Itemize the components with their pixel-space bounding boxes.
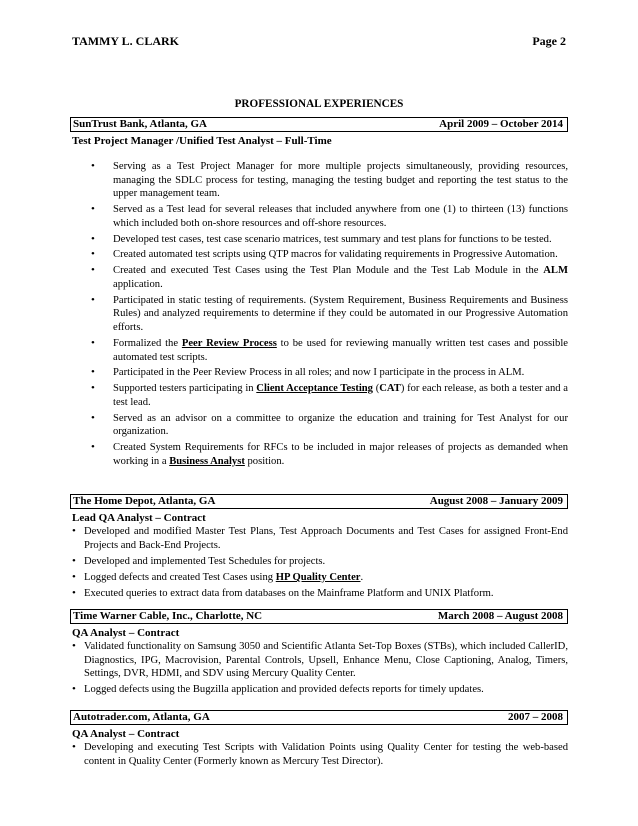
bullet-text: Participated in static testing of requirements. (System Requirement, Business Requirements and Business Rules) and analyzed requirements to determine if they could be automated in our Progressive Automation efforts. (113, 294, 568, 334)
bullet-text: Participated in the Peer Review Process in all roles; and now I participate in the process in ALM. (113, 367, 525, 379)
job-header-bar (70, 117, 568, 132)
job-header-bar (70, 710, 568, 725)
bullet-item (70, 525, 568, 552)
bullet-item (70, 337, 568, 364)
bullet-icon: • (91, 264, 95, 277)
bullet-icon: • (72, 570, 76, 583)
job-title: Lead QA Analyst – Contract (72, 512, 206, 524)
bullet-text: to be used for reviewing manually written test cases and possible automated test scripts. (113, 337, 568, 363)
bullet-item (70, 366, 568, 380)
job-title: QA Analyst – Contract (72, 627, 180, 639)
bullet-text: Created System Requirements for RFCs to be included in major releases of projects as demanded when working in a (113, 442, 568, 467)
bullet-item (70, 233, 568, 247)
bullet-text: Served as a Test lead for several releases that included anywhere from one (1) to thirteen (13) functions which included both on-shore resources and off-shore resources. (113, 204, 568, 229)
bullet-text: Developed and modified Master Test Plans, Test Approach Documents and Test Cases for assigned Front-End Projects and Back-End Projects. (84, 526, 568, 551)
job-bullets (70, 741, 568, 768)
bullet-text: ( (372, 383, 380, 395)
bullet-text: . (360, 571, 364, 583)
bullet-icon: • (72, 525, 76, 537)
bullet-text: Executed queries to extract data from databases on the Mainframe Platform and UNIX Platform. (84, 588, 494, 600)
bullet-text: Served as an advisor on a committee to organize the education and training for Test Analyst for our organization. (113, 412, 568, 438)
bullet-item (70, 160, 568, 201)
bullet-item (70, 571, 568, 585)
job-autotrader (70, 710, 568, 771)
bullet-item (70, 294, 568, 335)
bullet-item (70, 640, 568, 681)
bullet-item (70, 441, 568, 468)
bullet-icon: • (91, 336, 95, 349)
job-title: Test Project Manager /Unified Test Analyst – Full-Time (72, 135, 332, 147)
bullet-icon: • (72, 554, 76, 567)
company-name: Time Warner Cable, Inc., Charlotte, NC (73, 610, 263, 622)
bullet-icon: • (72, 741, 76, 753)
bullet-text: Developed and implemented Test Schedules for projects. (84, 555, 326, 567)
bullet-item (70, 248, 568, 262)
bullet-text: Developing and executing Test Scripts with Validation Points using Quality Center for testing the web-based content in Quality Center (Formerly known as Mercury Test Director). (84, 742, 568, 767)
bold-term: ALM (543, 265, 568, 277)
job-bullets (70, 160, 568, 468)
emphasized-term: Client Acceptance Testing (256, 383, 373, 395)
bullet-item (70, 264, 568, 291)
job-dates: March 2008 – August 2008 (437, 610, 563, 622)
bullet-text: Supported testers participating in (113, 383, 257, 395)
job-header-bar (70, 609, 568, 624)
bullet-icon: • (91, 160, 95, 172)
bullet-text: Validated functionality on Samsung 3050 and Scientific Atlanta Set-Top Boxes (STBs), which included CallerID, Diagnostics, IPG, Macrovision, Parental Controls, Upsell, Enhance Menu, Close Captioning, Analog, Timers, Settings, DVR, HDMI, and SDV using Mercury Quality Center. (84, 641, 568, 680)
bullet-icon: • (91, 411, 95, 424)
bullet-item (70, 587, 568, 601)
bullet-text: Formalized the (113, 337, 182, 349)
bullet-text: Created and executed Test Cases using the Test Plan Module and the Test Lab Module in the (113, 265, 544, 277)
company-name: SunTrust Bank, Atlanta, GA (73, 118, 207, 130)
bullet-text: Logged defects using the Bugzilla application and provided defects reports for timely updates. (84, 684, 484, 696)
company-name: The Home Depot, Atlanta, GA (73, 495, 216, 507)
page-header (72, 34, 566, 49)
bullet-icon: • (91, 366, 95, 379)
bullet-item (70, 741, 568, 768)
job-home-depot (70, 494, 568, 603)
bullet-icon: • (91, 203, 95, 216)
job-dates: 2007 – 2008 (508, 711, 563, 723)
job-bullets (70, 525, 568, 601)
bullet-text: Created automated test scripts using QTP macros for validating requirements in Progressive Automation. (113, 249, 558, 261)
company-name: Autotrader.com, Atlanta, GA (73, 711, 210, 723)
job-time-warner (70, 609, 568, 700)
bullet-text: ) for each release, as both a tester and a test lead. (113, 383, 568, 408)
bullet-text: position. (244, 455, 285, 467)
bullet-text: Developed test cases, test case scenario matrices, test summary and test plans for functions to be tested. (113, 233, 552, 245)
emphasized-term: Business Analyst (169, 455, 245, 467)
bullet-text: application. (113, 278, 163, 290)
bullet-item (70, 683, 568, 697)
bold-term: CAT (379, 383, 401, 395)
bullet-item (70, 382, 568, 409)
page-number: Page 2 (532, 34, 566, 48)
bullet-text: Logged defects and created Test Cases using (84, 571, 276, 583)
job-bullets (70, 640, 568, 697)
bullet-item (70, 412, 568, 439)
job-suntrust (70, 117, 568, 471)
bullet-icon: • (72, 640, 76, 652)
bullet-text: Serving as a Test Project Manager for more multiple projects simultaneously, providing resources, managing the SDLC process for testing, managing the testing budget and reporting the test status to the upper management team. (113, 161, 568, 200)
bullet-item (70, 555, 568, 569)
job-header-bar (70, 494, 568, 509)
section-title: PROFESSIONAL EXPERIENCES (234, 98, 404, 110)
bullet-icon: • (91, 382, 95, 395)
bullet-icon: • (72, 683, 76, 696)
emphasized-term: Peer Review Process (181, 337, 277, 349)
bullet-icon: • (91, 248, 95, 261)
bullet-icon: • (91, 441, 95, 454)
candidate-name: TAMMY L. CLARK (72, 34, 179, 48)
bullet-icon: • (91, 293, 95, 306)
job-title: QA Analyst – Contract (72, 728, 180, 740)
bullet-icon: • (72, 587, 76, 600)
job-dates: April 2009 – October 2014 (439, 118, 563, 130)
emphasized-term: HP Quality Center (275, 571, 361, 583)
bullet-item (70, 203, 568, 230)
job-dates: August 2008 – January 2009 (429, 495, 563, 507)
bullet-icon: • (91, 232, 95, 245)
